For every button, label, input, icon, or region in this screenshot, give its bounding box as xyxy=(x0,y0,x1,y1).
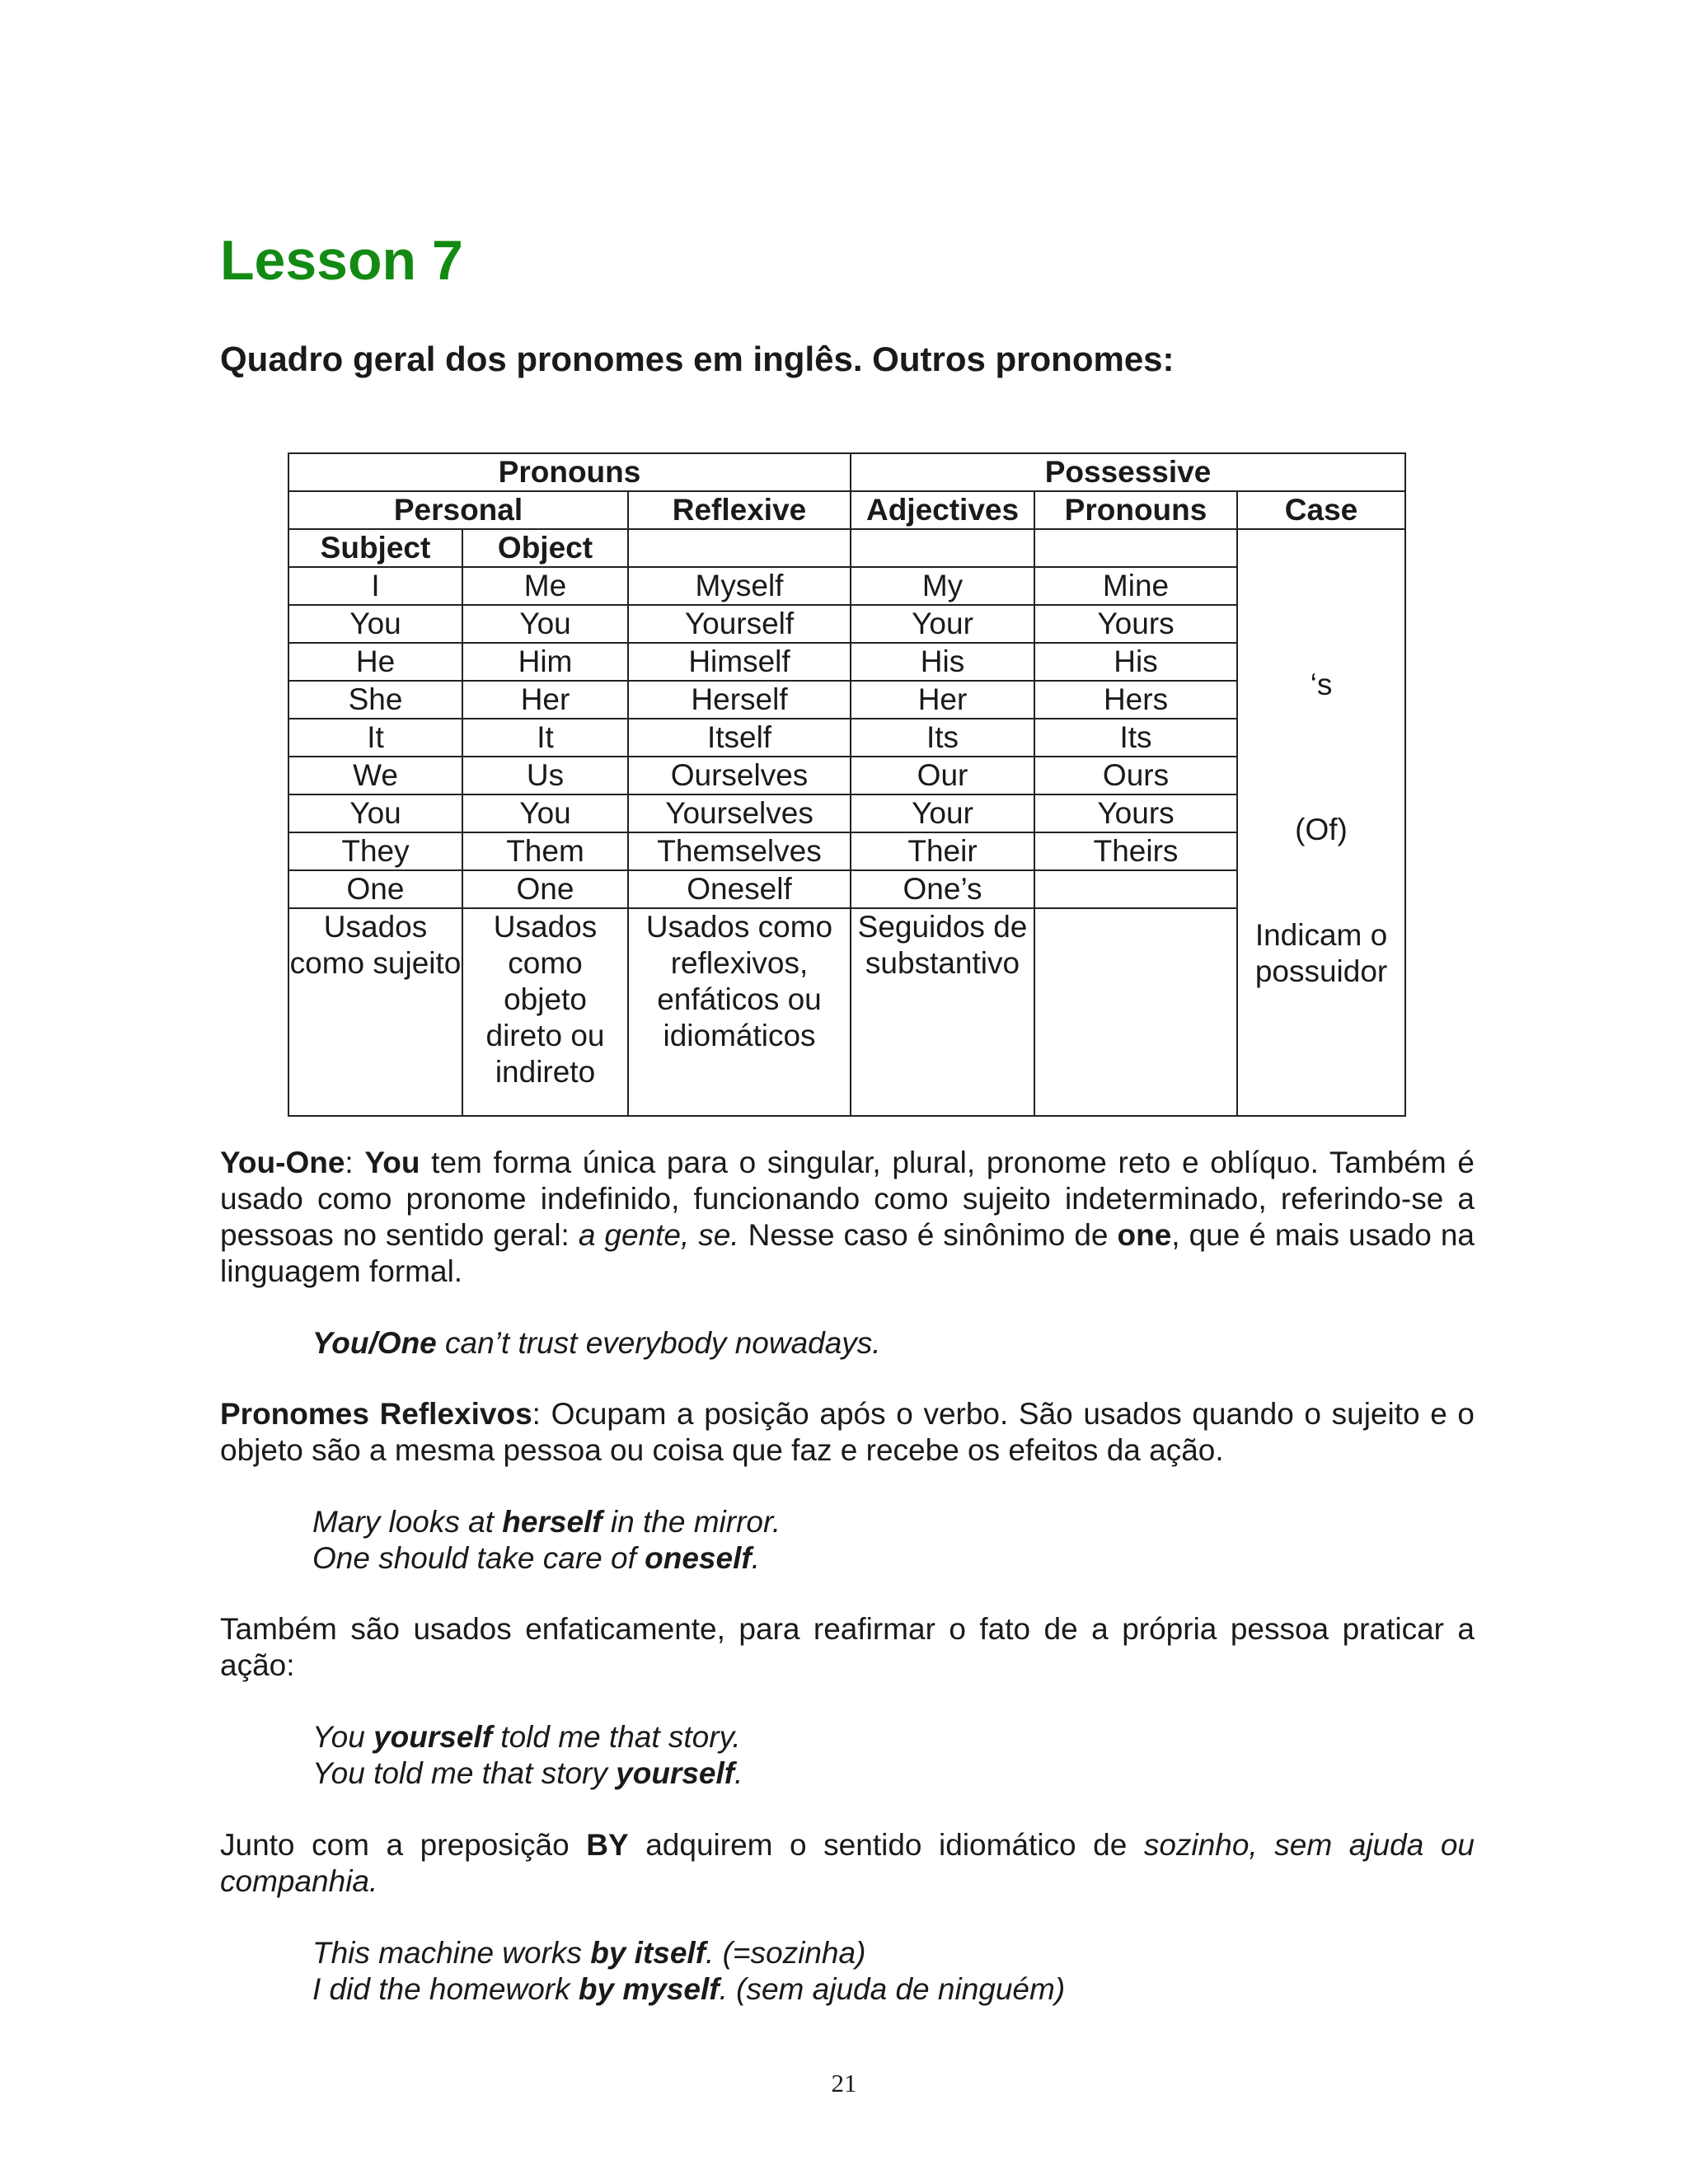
paragraph-emphatic: Também são usados enfaticamente, para reafirmar o fato de a própria pessoa praticar a ação: xyxy=(220,1612,1475,1682)
reflexive-cell: Ourselves xyxy=(628,757,851,794)
adjective-cell: His xyxy=(851,643,1034,681)
term-reflexive: Pronomes Reflexivos xyxy=(220,1397,532,1431)
empty-cell xyxy=(851,529,1034,567)
object-cell: Us xyxy=(462,757,628,794)
usage-object: Usados como objeto direto ou indireto xyxy=(462,908,628,1116)
text-span: One should take care of xyxy=(312,1541,645,1575)
text-span: in the mirror. xyxy=(602,1505,781,1539)
text-span: I did the homework xyxy=(312,1972,579,2006)
adjective-cell: Your xyxy=(851,794,1034,832)
subject-cell: I xyxy=(288,567,462,605)
possessive-pronoun-cell: Ours xyxy=(1034,757,1237,794)
text-span: You xyxy=(312,1720,374,1754)
possessive-pronoun-cell: His xyxy=(1034,643,1237,681)
bold-span: yourself xyxy=(616,1756,735,1790)
paragraph-reflexive xyxy=(220,1396,1475,1469)
pronouns-table xyxy=(288,452,1406,1117)
bold-you: You xyxy=(364,1146,420,1179)
reflexive-cell: Yourselves xyxy=(628,794,851,832)
possessive-pronoun-cell: Yours xyxy=(1034,794,1237,832)
lesson-title: Lesson 7 xyxy=(220,229,463,292)
example-reflexive xyxy=(312,1504,781,1577)
reflexive-cell: Itself xyxy=(628,719,851,757)
text-span: tem forma única para o singular, plural, pronome reto e oblíquo. Também é usado como pronome indefinido, funcionando como sujeito indeterminado, referindo-se a pessoas no sentido geral: xyxy=(220,1146,1475,1252)
text-span: : Ocupam a posição após o verbo. São usados quando o sujeito e o objeto são a mesma pessoa ou coisa que faz e recebe os efeitos da ação. xyxy=(220,1397,1475,1467)
case-note: Indicam o possuidor xyxy=(1254,918,1388,988)
text-span: . xyxy=(734,1756,743,1790)
section-subtitle: Quadro geral dos pronomes em inglês. Outros pronomes: xyxy=(220,340,1175,378)
adjective-cell: Its xyxy=(851,719,1034,757)
header-case: Case xyxy=(1237,491,1405,529)
text-span: , que é mais usado na linguagem formal. xyxy=(220,1218,1475,1288)
text-span: . xyxy=(751,1541,760,1575)
possessive-pronoun-cell: Yours xyxy=(1034,605,1237,643)
subject-cell: They xyxy=(288,832,462,870)
object-cell: One xyxy=(462,870,628,908)
paragraph-by xyxy=(220,1827,1475,1900)
bold-span: herself xyxy=(502,1505,603,1539)
page-number: 21 xyxy=(831,2069,857,2097)
bold-span: yourself xyxy=(373,1720,493,1754)
adjective-cell: One’s xyxy=(851,870,1034,908)
bold-one: one xyxy=(1117,1218,1172,1252)
adjective-cell: Your xyxy=(851,605,1034,643)
header-reflexive: Reflexive xyxy=(628,491,851,529)
reflexive-cell: Herself xyxy=(628,681,851,719)
subject-cell: One xyxy=(288,870,462,908)
paragraph-you-one xyxy=(220,1145,1475,1290)
usage-reflexive: Usados como reflexivos, enfáticos ou idiomáticos xyxy=(628,908,851,1116)
object-cell: Me xyxy=(462,567,628,605)
header-possessive-pronouns: Pronouns xyxy=(1034,491,1237,529)
header-adjectives: Adjectives xyxy=(851,491,1034,529)
empty-cell xyxy=(628,529,851,567)
header-possessive: Possessive xyxy=(851,453,1405,491)
reflexive-cell: Yourself xyxy=(628,605,851,643)
text-span: . (=sozinha) xyxy=(706,1936,866,1970)
reflexive-cell: Myself xyxy=(628,567,851,605)
usage-subject: Usados como sujeito xyxy=(288,908,462,1116)
italic-span: sozinho, sem ajuda ou companhia. xyxy=(220,1828,1475,1898)
subject-cell: You xyxy=(288,605,462,643)
text-span: : xyxy=(345,1146,365,1179)
header-subject: Subject xyxy=(288,529,462,567)
case-apostrophe-s: ‘s xyxy=(1310,668,1333,701)
bold-span: by myself xyxy=(578,1972,720,2006)
text-span: can’t trust everybody nowadays. xyxy=(436,1326,881,1360)
usage-possessive-empty xyxy=(1034,908,1237,1116)
text-span: adquirem o sentido idiomático de xyxy=(628,1828,1144,1862)
adjective-cell: Our xyxy=(851,757,1034,794)
subject-cell: He xyxy=(288,643,462,681)
text-span: Mary looks at xyxy=(312,1505,503,1539)
case-of: (Of) xyxy=(1295,813,1348,846)
object-cell: Them xyxy=(462,832,628,870)
object-cell: It xyxy=(462,719,628,757)
possessive-pronoun-cell: Theirs xyxy=(1034,832,1237,870)
reflexive-cell: Himself xyxy=(628,643,851,681)
header-personal: Personal xyxy=(288,491,628,529)
example-emphatic xyxy=(312,1719,743,1792)
subject-cell: It xyxy=(288,719,462,757)
bold-span: by itself xyxy=(590,1936,706,1970)
header-pronouns: Pronouns xyxy=(288,453,851,491)
object-cell: Him xyxy=(462,643,628,681)
usage-adjectives: Seguidos de substantivo xyxy=(851,908,1034,1116)
italic-gente: a gente, se. xyxy=(578,1218,739,1252)
text-span: . (sem ajuda de ninguém) xyxy=(719,1972,1066,2006)
reflexive-cell: Oneself xyxy=(628,870,851,908)
subject-cell: We xyxy=(288,757,462,794)
text-span: This machine works xyxy=(312,1936,591,1970)
adjective-cell: My xyxy=(851,567,1034,605)
empty-cell xyxy=(1034,529,1237,567)
object-cell: You xyxy=(462,794,628,832)
adjective-cell: Their xyxy=(851,832,1034,870)
text-span: Junto com a preposição xyxy=(220,1828,587,1862)
subject-cell: She xyxy=(288,681,462,719)
subject-cell: You xyxy=(288,794,462,832)
term-you-one: You-One xyxy=(220,1146,345,1179)
example-you-one xyxy=(312,1325,881,1361)
bold-by: BY xyxy=(586,1828,629,1862)
text-span: told me that story. xyxy=(492,1720,741,1754)
text-span: Nesse caso é sinônimo de xyxy=(738,1218,1118,1252)
text-span: You told me that story xyxy=(312,1756,617,1790)
object-cell: Her xyxy=(462,681,628,719)
possessive-pronoun-cell: Mine xyxy=(1034,567,1237,605)
possessive-pronoun-cell: Its xyxy=(1034,719,1237,757)
possessive-pronoun-cell xyxy=(1034,870,1237,908)
adjective-cell: Her xyxy=(851,681,1034,719)
bold-span: You/One xyxy=(312,1326,437,1360)
case-cell xyxy=(1237,529,1405,1116)
bold-span: oneself xyxy=(645,1541,752,1575)
example-by xyxy=(312,1935,1065,2008)
object-cell: You xyxy=(462,605,628,643)
header-object: Object xyxy=(462,529,628,567)
possessive-pronoun-cell: Hers xyxy=(1034,681,1237,719)
reflexive-cell: Themselves xyxy=(628,832,851,870)
